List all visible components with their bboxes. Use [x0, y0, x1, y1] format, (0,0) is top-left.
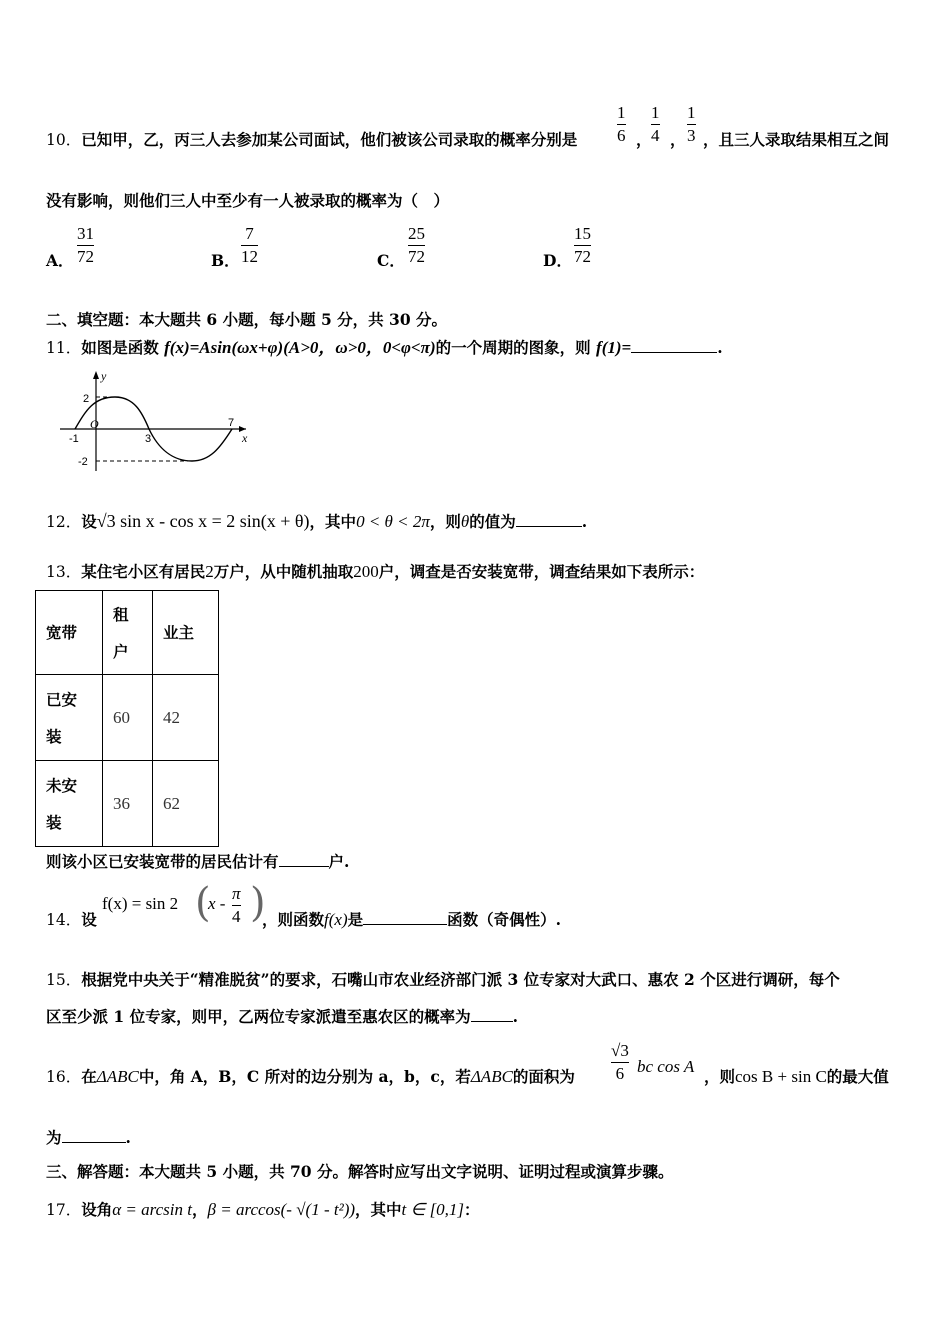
q10-option-d-value — [574, 224, 591, 267]
q16-sqrt3-over-6 — [611, 1041, 629, 1084]
cell-installed-owner: 42 — [153, 675, 219, 761]
cell-not-installed-renter: 36 — [103, 761, 153, 847]
q16-triangle: ΔABC — [96, 1067, 139, 1086]
q17-beta: β = arccos(- √(1 - t²)) — [207, 1200, 356, 1219]
q11-sine-graph — [56, 366, 256, 476]
table-row — [36, 761, 219, 847]
q16-triangle-2: ΔABC — [470, 1067, 513, 1086]
q10-option-b-label: B． — [211, 251, 240, 270]
q10-line1 — [46, 128, 577, 150]
q16-pre: 在 — [81, 1067, 97, 1086]
q16-line2-text: 为 — [46, 1128, 62, 1147]
q14-right-paren: ) — [250, 880, 266, 926]
q13-answer-blank[interactable] — [279, 852, 329, 867]
header-owner: 业主 — [153, 591, 219, 675]
q10-prob-3-den: 3 — [687, 126, 696, 145]
q11-number: 11． — [46, 339, 82, 357]
q11-text2: 的一个周期的图象，则 — [435, 338, 597, 357]
cell-installed-renter: 60 — [103, 675, 153, 761]
q12-mid2: ，则 — [429, 512, 461, 531]
q10-option-d-den: 72 — [574, 247, 591, 266]
q10-prob-2-num: 1 — [651, 103, 660, 122]
section-3-heading: 三、解答题：本大题共 5 小题，共 70 分。解答时应写出文字说明、证明过程或演算步骤。 — [46, 1162, 674, 1181]
q12-post: 的值为 — [469, 512, 516, 531]
q13-line — [46, 560, 704, 582]
header-broadband: 宽带 — [36, 591, 103, 675]
q10-prob-2 — [651, 103, 660, 146]
q14-expression-b: x - — [208, 894, 226, 913]
q16-text1: 中，角 A，B，C 所对的边分别为 a，b，c，若 — [138, 1067, 471, 1086]
y-axis-arrow-icon — [93, 371, 99, 379]
q16-answer-blank[interactable] — [62, 1128, 126, 1143]
q11-text: 如图是函数 — [81, 338, 165, 357]
q10-option-c-den: 72 — [408, 247, 425, 266]
x-axis-label: x — [242, 431, 248, 445]
q11-line: 11．如图是函数 f(x)=Asin(ωx+φ)(A>0，ω>0，0<φ<π)的一个周期的图象，则 f(1)= . — [46, 338, 723, 357]
q17-pre: 设角 — [81, 1200, 113, 1219]
q16-line1b — [637, 1057, 694, 1077]
q10-text-b: ，且三人录取结果相互之间 — [703, 130, 890, 149]
q17-sep: ， — [192, 1200, 208, 1219]
q15-line2: 区至少派 1 位专家，则甲，乙两位专家派遣至惠农区的概率为 . — [46, 1007, 518, 1026]
header-renter — [103, 591, 153, 675]
q10-prob-1-den: 6 — [617, 126, 626, 145]
q10-option-b-value — [241, 224, 258, 267]
q16-frac-den: 6 — [615, 1064, 625, 1083]
q10-prob-1 — [617, 103, 626, 146]
q12-expression: √3 sin x - cos x = 2 sin(x + θ) — [96, 511, 310, 531]
q11-answer-blank[interactable] — [631, 338, 717, 353]
tick-label-7: 7 — [228, 417, 235, 429]
q10-prob-2-den: 4 — [651, 126, 660, 145]
tick-label-neg2: -2 — [78, 456, 88, 468]
q11-ask: f(1)= — [596, 338, 632, 357]
q16-text4: 的最大值 — [826, 1067, 889, 1086]
q12-pre: 设 — [81, 512, 97, 531]
q15-line1 — [46, 968, 840, 990]
q10-sep-1: ， — [636, 130, 652, 149]
q10-option-a-value — [77, 224, 94, 267]
q10-option-a-label: A． — [46, 251, 74, 270]
q10-option-c-num: 25 — [408, 224, 425, 243]
q14-line-a — [46, 908, 97, 930]
cell-not-installed-owner: 62 — [153, 761, 219, 847]
q10-option-c-value — [408, 224, 425, 267]
q17-number: 17． — [46, 1201, 82, 1219]
q12-answer-blank[interactable] — [516, 512, 582, 527]
tick-label-2: 2 — [83, 393, 90, 405]
q14-pi-over-4 — [232, 884, 241, 927]
q10-option-a-den: 72 — [77, 247, 94, 266]
q17-mid: ，其中 — [355, 1200, 402, 1219]
row-installed-b: 装 — [46, 726, 62, 746]
q13-n2: 200 — [353, 562, 379, 581]
y-axis-label: y — [101, 369, 107, 383]
q10-option-b-den: 12 — [241, 247, 258, 266]
row-installed-a: 已安 — [46, 689, 78, 709]
q12-line: 12．设√3 sin x - cos x = 2 sin(x + θ)，其中0 < θ < 2π，则θ的值为 . — [46, 511, 588, 531]
tick-label-neg1: -1 — [69, 433, 79, 445]
q15-text2: 区至少派 1 位专家，则甲，乙两位专家派遣至惠农区的概率为 — [46, 1007, 471, 1026]
q10-text-a: 已知甲，乙，丙三人去参加某公司面试，他们被该公司录取的概率分别是 — [81, 130, 578, 149]
q14-pre: 设 — [81, 910, 97, 929]
q10-prob-3-num: 1 — [687, 103, 696, 122]
q10-sep-2: ， — [670, 130, 686, 149]
q13-n1: 2 — [205, 562, 214, 581]
q14-answer-blank[interactable] — [363, 910, 447, 925]
q16-line2: 为 . — [46, 1128, 131, 1147]
header-renter-a: 租 — [113, 604, 129, 624]
tick-label-3: 3 — [145, 433, 152, 445]
q14-fx: f(x) — [324, 910, 348, 929]
q14-four: 4 — [232, 907, 241, 926]
q14-expr-a — [102, 894, 178, 914]
q15-number: 15． — [46, 971, 82, 989]
q16-text3: ，则 — [704, 1067, 736, 1086]
q14-number: 14． — [46, 911, 82, 929]
q10-option-c-label: C． — [377, 251, 405, 270]
row-not-installed-b: 装 — [46, 812, 62, 832]
row-installed-label — [36, 675, 103, 761]
q10-option-b-num: 7 — [245, 224, 254, 243]
q14-pi: π — [232, 884, 241, 903]
header-renter-b: 户 — [113, 641, 129, 661]
q13-after-text: 则该小区已安装宽带的居民估计有 — [46, 852, 279, 871]
q13-text: 某住宅小区有居民 — [81, 562, 206, 581]
q10-number: 10． — [46, 131, 82, 149]
q14-line-b — [262, 908, 561, 930]
origin-label: O — [90, 417, 99, 431]
q15-text1: 根据党中央关于“精准脱贫”的要求，石嘴山市农业经济部门派 3 位专家对大武口、惠农 2 个区进行调研，每个 — [81, 970, 840, 989]
q10-line2: 没有影响，则他们三人中至少有一人被录取的概率为（ ） — [46, 191, 450, 210]
q16-frac-num: √3 — [611, 1041, 629, 1060]
q12-mid: ，其中 — [309, 512, 357, 531]
q10-option-d-num: 15 — [574, 224, 591, 243]
q13-number: 13． — [46, 563, 82, 581]
q14-expr-b — [208, 894, 225, 914]
q10-prob-3 — [687, 103, 696, 146]
q12-number: 12． — [46, 513, 82, 531]
table-row — [36, 675, 219, 761]
q14-post: 函数（奇偶性）. — [447, 910, 562, 929]
q14-mid2: 是 — [347, 910, 364, 929]
q16-bc-cos-a: bc cos A — [637, 1057, 695, 1076]
q13-text2: 万户，从中随机抽取 — [213, 562, 354, 581]
q12-condition: 0 < θ < 2π — [356, 512, 430, 531]
q12-theta: θ — [460, 512, 470, 531]
q13-after — [46, 850, 349, 872]
q10-prob-1-num: 1 — [617, 103, 626, 122]
q16-line1c — [704, 1065, 889, 1087]
q11-function: f(x)=Asin(ωx+φ)(A>0，ω>0，0<φ<π) — [164, 338, 436, 357]
q10-option-d-label: D． — [543, 251, 572, 270]
row-not-installed-label — [36, 761, 103, 847]
q14-expression-a: f(x) = sin 2 — [102, 894, 179, 913]
q10-option-a-num: 31 — [77, 224, 94, 243]
q17-post: ： — [464, 1200, 480, 1219]
q16-text2: 的面积为 — [512, 1067, 575, 1086]
q15-answer-blank[interactable] — [471, 1007, 513, 1022]
q14-mid: ，则函数 — [262, 910, 325, 929]
q17-line — [46, 1198, 480, 1220]
section-2-heading: 二、填空题：本大题共 6 小题，每小题 5 分，共 30 分。 — [46, 310, 448, 329]
q13-text3: 户，调查是否安装宽带，调查结果如下表所示： — [378, 562, 705, 581]
table-row — [36, 591, 219, 675]
q17-condition: t ∈ [0,1] — [401, 1200, 465, 1219]
q16-expression: cos B + sin C — [735, 1067, 827, 1086]
q13-after-unit: 户. — [328, 852, 350, 871]
q17-alpha: α = arcsin t — [112, 1200, 192, 1219]
q13-survey-table — [35, 590, 219, 847]
row-not-installed-a: 未安 — [46, 775, 78, 795]
q16-line1a — [46, 1065, 575, 1087]
q16-number: 16． — [46, 1068, 82, 1086]
q14-left-paren: ( — [195, 880, 211, 926]
